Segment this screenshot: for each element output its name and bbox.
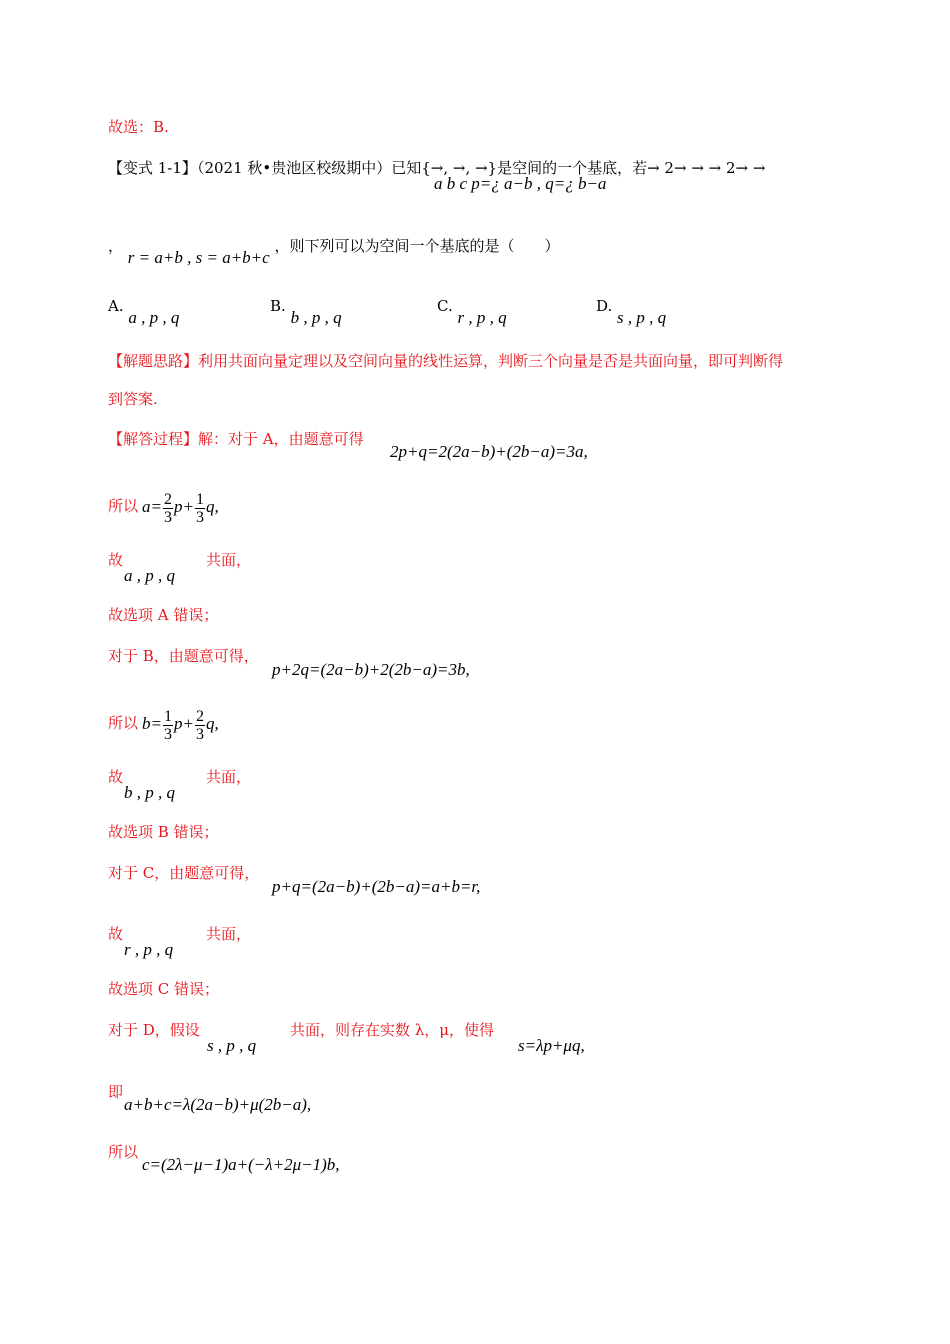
coplanar-b-suffix: 共面，	[206, 768, 252, 786]
option-a[interactable]	[108, 296, 180, 327]
variant-math1: a b c p=¿ a−b , q=¿ b−a	[434, 174, 607, 193]
option-b[interactable]	[270, 296, 342, 327]
so-a-equation: a= $\frac{2}{3}$ p+ $\frac{1}{3}$ q,	[142, 490, 219, 526]
coplanar-c-prefix: 故	[108, 925, 124, 943]
coplanar-a-prefix: 故	[108, 551, 124, 569]
equation-d3: c=(2λ−μ−1)a+(−λ+2μ−1)b,	[142, 1155, 340, 1174]
solution-tag: 【解答过程】	[108, 430, 199, 448]
equation-b: p+2q=(2a−b)+2(2b−a)=3b,	[272, 660, 470, 679]
for-d-mid: 共面，则存在实数 λ，μ，使得	[290, 1021, 495, 1039]
option-a-label: A.	[108, 297, 124, 315]
idea-tag: 【解题思路】	[108, 352, 199, 370]
so-b-prefix: 所以	[108, 714, 139, 732]
option-d-label: D.	[596, 297, 613, 315]
variant-stem-line2	[108, 236, 560, 267]
idea-line2: 到答案.	[108, 390, 158, 408]
solution-intro: 解：对于 A，由题意可得	[198, 430, 364, 448]
option-a-vectors: a , p , q	[128, 308, 180, 327]
equation-a: 2p+q=2(2a−b)+(2b−a)=3a,	[390, 442, 588, 461]
coplanar-a-vectors: a , p , q	[124, 566, 175, 585]
option-d[interactable]	[596, 296, 667, 327]
variant-stem: 已知{→, →, →}是空间的一个基底，若→ 2→ → → 2→ →	[391, 159, 766, 177]
variant-math2: r = a+b , s = a+b+c	[127, 248, 270, 267]
for-c: 对于 C，由题意可得，	[108, 864, 260, 882]
top-answer: 故选：B.	[108, 118, 169, 136]
solution-intro-line	[108, 429, 364, 449]
variant-source: （2021 秋•贵池区校级期中）	[196, 159, 392, 177]
fraction: $\frac{1}{3}$	[195, 490, 204, 526]
then-prefix: 即	[108, 1083, 124, 1101]
for-d: 对于 D，假设	[108, 1021, 200, 1039]
wrong-c: 故选项 C 错误；	[108, 980, 220, 998]
option-b-label: B.	[270, 297, 286, 315]
so-prefix: 所以	[108, 1143, 139, 1161]
wrong-b: 故选项 B 错误；	[108, 823, 219, 841]
option-c-vectors: r , p , q	[457, 308, 507, 327]
variant-prefix: ，	[108, 237, 124, 255]
coplanar-c-vectors: r , p , q	[124, 940, 174, 959]
equation-d: s=λp+μq,	[518, 1036, 585, 1055]
fraction: $\frac{1}{3}$	[163, 707, 172, 743]
variant-label: 【变式 1-1】	[108, 159, 197, 177]
idea-text: 利用共面向量定理以及空间向量的线性运算，判断三个向量是否是共面向量，即可判断得	[198, 352, 784, 370]
coplanar-b-vectors: b , p , q	[124, 783, 175, 802]
coplanar-c-suffix: 共面，	[206, 925, 252, 943]
so-a-prefix: 所以	[108, 497, 139, 515]
coplanar-a-suffix: 共面，	[206, 551, 252, 569]
option-d-vectors: s , p , q	[617, 308, 667, 327]
equation-d2: a+b+c=λ(2a−b)+μ(2b−a),	[124, 1095, 312, 1114]
coplanar-b-prefix: 故	[108, 768, 124, 786]
wrong-a: 故选项 A 错误；	[108, 606, 219, 624]
option-c-label: C.	[437, 297, 453, 315]
so-a-lhs: a=	[142, 497, 162, 516]
for-b: 对于 B，由题意可得，	[108, 647, 259, 665]
idea-line1	[108, 351, 783, 371]
variant-stem-suffix: ，则下列可以为空间一个基底的是（ ）	[274, 237, 560, 255]
so-b-lhs: b=	[142, 714, 162, 733]
equation-c: p+q=(2a−b)+(2b−a)=a+b=r,	[272, 877, 481, 896]
option-b-vectors: b , p , q	[290, 308, 342, 327]
option-c[interactable]	[437, 296, 507, 327]
fraction: $\frac{2}{3}$	[195, 707, 204, 743]
fraction: $\frac{2}{3}$	[163, 490, 172, 526]
so-b-equation: b= $\frac{1}{3}$ p+ $\frac{2}{3}$ q,	[142, 707, 219, 743]
for-d-vectors: s , p , q	[207, 1036, 257, 1055]
